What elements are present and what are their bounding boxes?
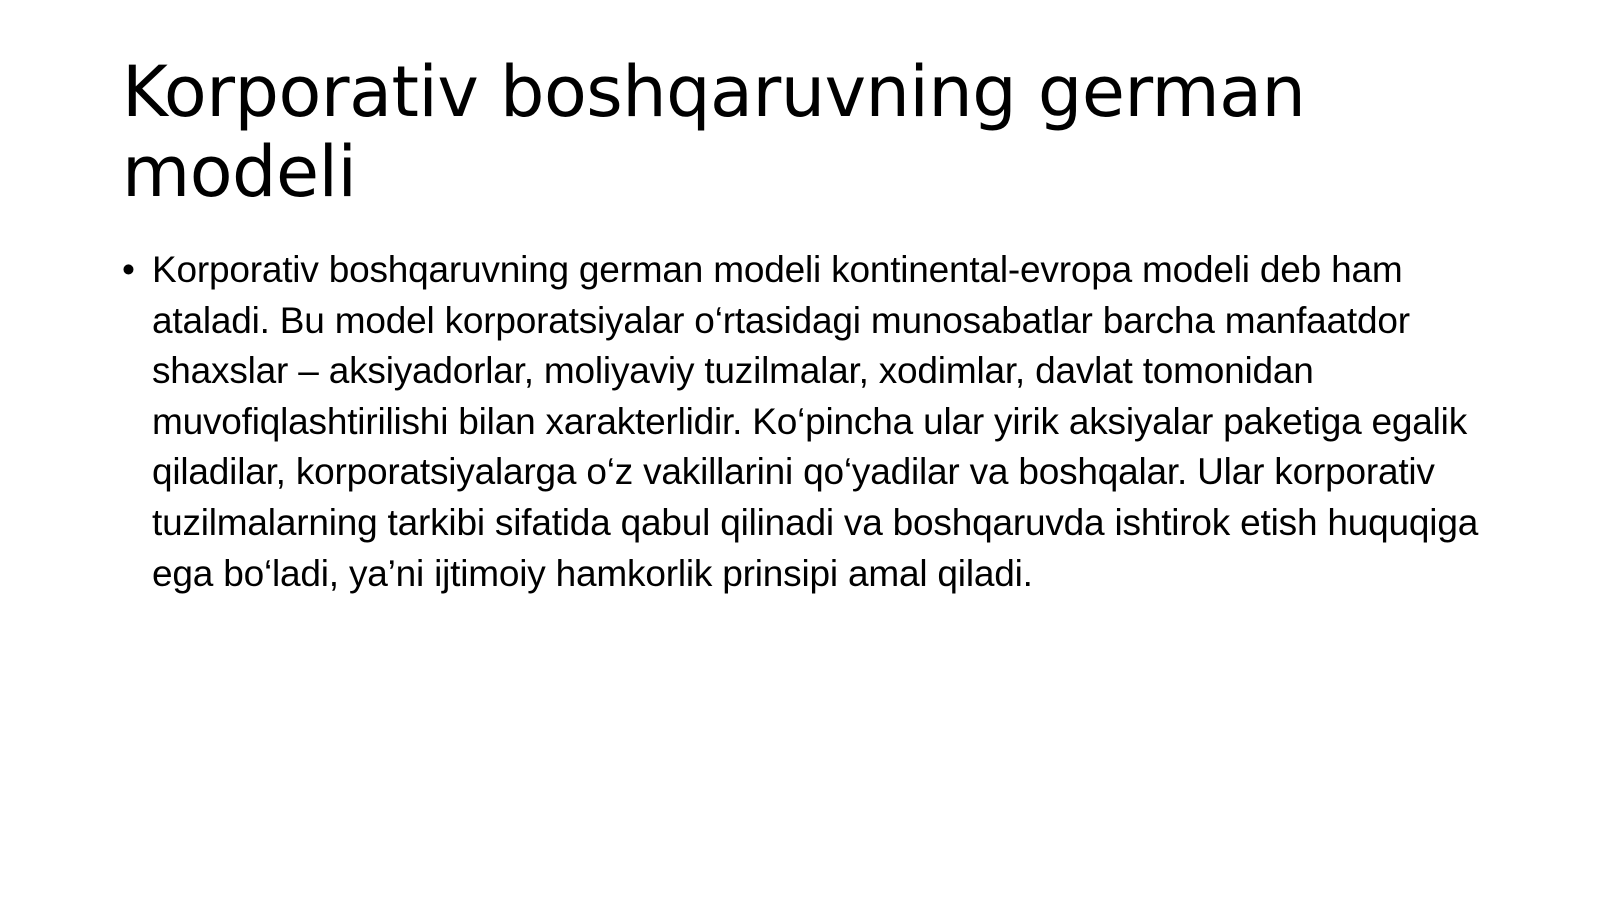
slide-title: Korporativ boshqaruvning german modeli <box>122 51 1306 213</box>
bullet-text: Korporativ boshqaruvning german modeli kontinental-evropa modeli deb ham ataladi. Bu model korporatsiyalar o‘rtasidagi munosabatlar barcha manfaatdor shaxslar – aksiyadorlar, moliyaviy tuzilmalar, xodimlar, davlat tomonidan muvofiqlashtirilishi bilan xarakterlidir. Ko‘pincha ular yirik aksiyalar paketiga egalik qiladilar, korporatsiyalarga o‘z vakillarini qo‘yadilar va boshqalar. Ular korporativ tuzilmalarning tarkibi sifatida qabul qilinadi va boshqaruvda ishtirok etish huquqiga ega bo‘ladi, ya’ni ijtimoiy hamkorlik prinsipi amal qiladi. <box>152 249 1479 594</box>
bullet-item <box>122 245 1482 599</box>
bullet-marker: • <box>122 249 135 290</box>
bullet-list <box>122 245 1482 599</box>
